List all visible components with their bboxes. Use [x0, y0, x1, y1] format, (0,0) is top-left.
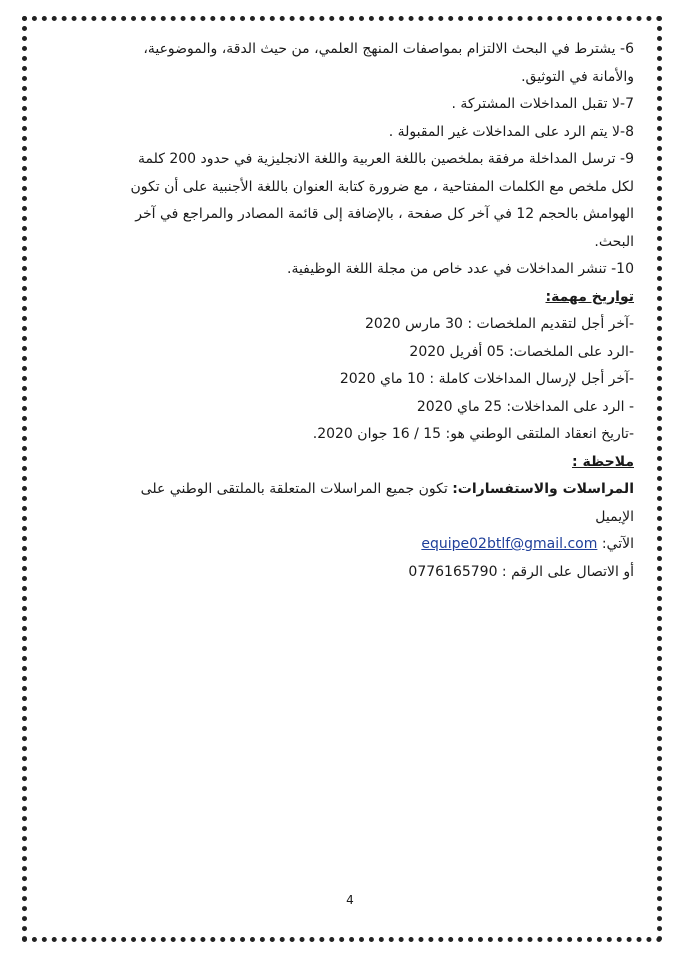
page-number: 4: [346, 893, 354, 907]
contact-label: المراسلات والاستفسارات:: [452, 481, 634, 497]
dates-heading: تواريخ مهمة:: [545, 288, 634, 305]
rule-7: 7-لا تقبل المداخلات المشتركة .: [451, 96, 634, 112]
phone-line: أو الاتصال على الرقم : 0776165790: [408, 563, 634, 580]
email-line: [104, 531, 634, 559]
contact-line: [104, 476, 634, 531]
date-item: -آخر أجل لتقديم الملخصات : 30 مارس 2020: [364, 316, 634, 332]
rule-10: 10- تنشر المداخلات في عدد خاص من مجلة اللغة الوظيفية.: [287, 261, 634, 277]
rule-9-line-4: البحث.: [594, 233, 634, 250]
rule-6-line-2: والأمانة في التوثيق.: [521, 68, 634, 85]
note-heading: ملاحظة :: [572, 453, 634, 470]
rule-9-line-3: الهوامش بالحجم 12 في آخر كل صفحة ، بالإضافة إلى قائمة المصادر والمراجع في آخر: [135, 206, 634, 222]
rule-8: 8-لا يتم الرد على المداخلات غير المقبولة .: [388, 123, 634, 140]
document-body: [104, 36, 634, 586]
date-item: - الرد على المداخلات: 25 ماي 2020: [416, 398, 634, 415]
contact-text: تكون جميع المراسلات المتعلقة بالملتقى الوطني على الإيميل: [140, 481, 634, 525]
email-prefix: الآتي:: [597, 536, 634, 552]
rule-9-line-1: 9- ترسل المداخلة مرفقة بملخصين باللغة العربية واللغة الانجليزية في حدود 200 كلمة: [138, 151, 634, 167]
date-item: -الرد على الملخصات: 05 أفريل 2020: [409, 343, 634, 360]
email-link[interactable]: equipe02btlf@gmail.com: [421, 536, 598, 552]
rule-9-line-2: لكل ملخص مع الكلمات المفتاحية ، مع ضرورة كتابة العنوان باللغة الأجنبية على أن تكون: [130, 178, 634, 195]
rule-6-line-1: 6- يشترط في البحث الالتزام بمواصفات المنهج العلمي، من حيث الدقة، والموضوعية،: [143, 41, 634, 57]
date-item: -تاريخ انعقاد الملتقى الوطني هو: 15 / 16 جوان 2020.: [312, 426, 634, 442]
date-item: -آخر أجل لإرسال المداخلات كاملة : 10 ماي 2020: [339, 371, 634, 387]
